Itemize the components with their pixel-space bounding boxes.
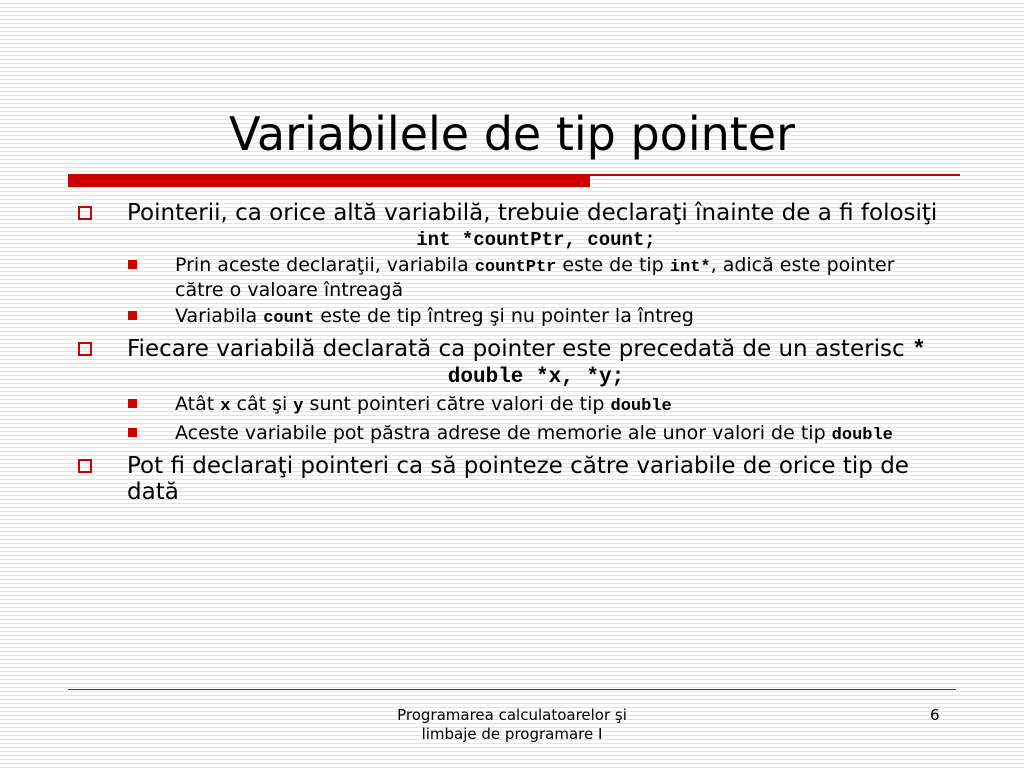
slide-title: Variabilele de tip pointer bbox=[228, 107, 795, 161]
bullet-1-text: Pointerii, ca orice altă variabilă, trebuie declaraţi înainte de a fi folosiţi bbox=[127, 200, 938, 226]
code-example-1: int *countPtr, count; bbox=[416, 229, 656, 251]
bullet-2-pre: Fiecare variabilă declarată ca pointer este precedată de un asterisc bbox=[127, 336, 912, 362]
footer-course-title bbox=[362, 706, 662, 744]
hollow-square-bullet-icon bbox=[78, 459, 92, 473]
page-number: 6 bbox=[930, 706, 940, 724]
bullet-2-sub-1 bbox=[70, 393, 945, 418]
bullet-1-sub-1-pre: Prin aceste declaraţii, variabila bbox=[175, 254, 475, 276]
filled-square-bullet-icon bbox=[128, 260, 137, 269]
code-asterisk: * bbox=[911, 337, 926, 363]
filled-square-bullet-icon bbox=[128, 311, 137, 320]
title-accent-line bbox=[590, 174, 960, 176]
bullet-2-sub-1-pre: Atât bbox=[175, 393, 221, 415]
filled-square-bullet-icon bbox=[128, 399, 137, 408]
bullet-2 bbox=[70, 336, 945, 363]
code-double: double bbox=[831, 426, 893, 445]
bullet-1-sub-1-post: , adică este pointer către o valoare întreagă bbox=[175, 254, 895, 301]
bullet-2-sub-1-mid2: sunt pointeri către valori de tip bbox=[303, 393, 611, 415]
bullet-3-text: Pot fi declaraţi pointeri ca să pointeze către variabile de orice tip de dată bbox=[127, 453, 909, 505]
code-countptr: countPtr bbox=[474, 258, 557, 277]
bullet-1-sub-2 bbox=[70, 305, 945, 330]
bullet-1 bbox=[70, 200, 945, 226]
footer-line-1: Programarea calculatoarelor şi bbox=[397, 706, 627, 724]
hollow-square-bullet-icon bbox=[78, 206, 92, 220]
filled-square-bullet-icon bbox=[128, 428, 137, 437]
code-x: x bbox=[220, 397, 231, 416]
bullet-2-sub-1-mid1: cât şi bbox=[230, 393, 294, 415]
code-int-pointer: int* bbox=[669, 258, 711, 277]
footer-line-2: limbaje de programare I bbox=[421, 725, 603, 743]
bullet-2-sub-2-pre: Aceste variabile pot păstra adrese de memorie ale unor valori de tip bbox=[175, 422, 832, 444]
hollow-square-bullet-icon bbox=[78, 342, 92, 356]
bullet-1-sub-2-pre: Variabila bbox=[175, 305, 264, 327]
title-accent-bar bbox=[68, 174, 590, 187]
code-y: y bbox=[293, 397, 304, 416]
code-double: double bbox=[610, 397, 672, 416]
bullet-1-sub-1 bbox=[70, 254, 945, 301]
bullet-1-sub-1-mid: este de tip bbox=[556, 254, 670, 276]
slide-body bbox=[70, 200, 945, 505]
bullet-2-sub-2 bbox=[70, 422, 945, 447]
code-example-2: double *x, *y; bbox=[447, 366, 625, 389]
bullet-1-sub-2-post: este de tip întreg şi nu pointer la întreg bbox=[314, 305, 694, 327]
bullet-3 bbox=[70, 453, 945, 505]
code-count: count bbox=[263, 309, 315, 328]
footer-divider bbox=[68, 689, 956, 690]
